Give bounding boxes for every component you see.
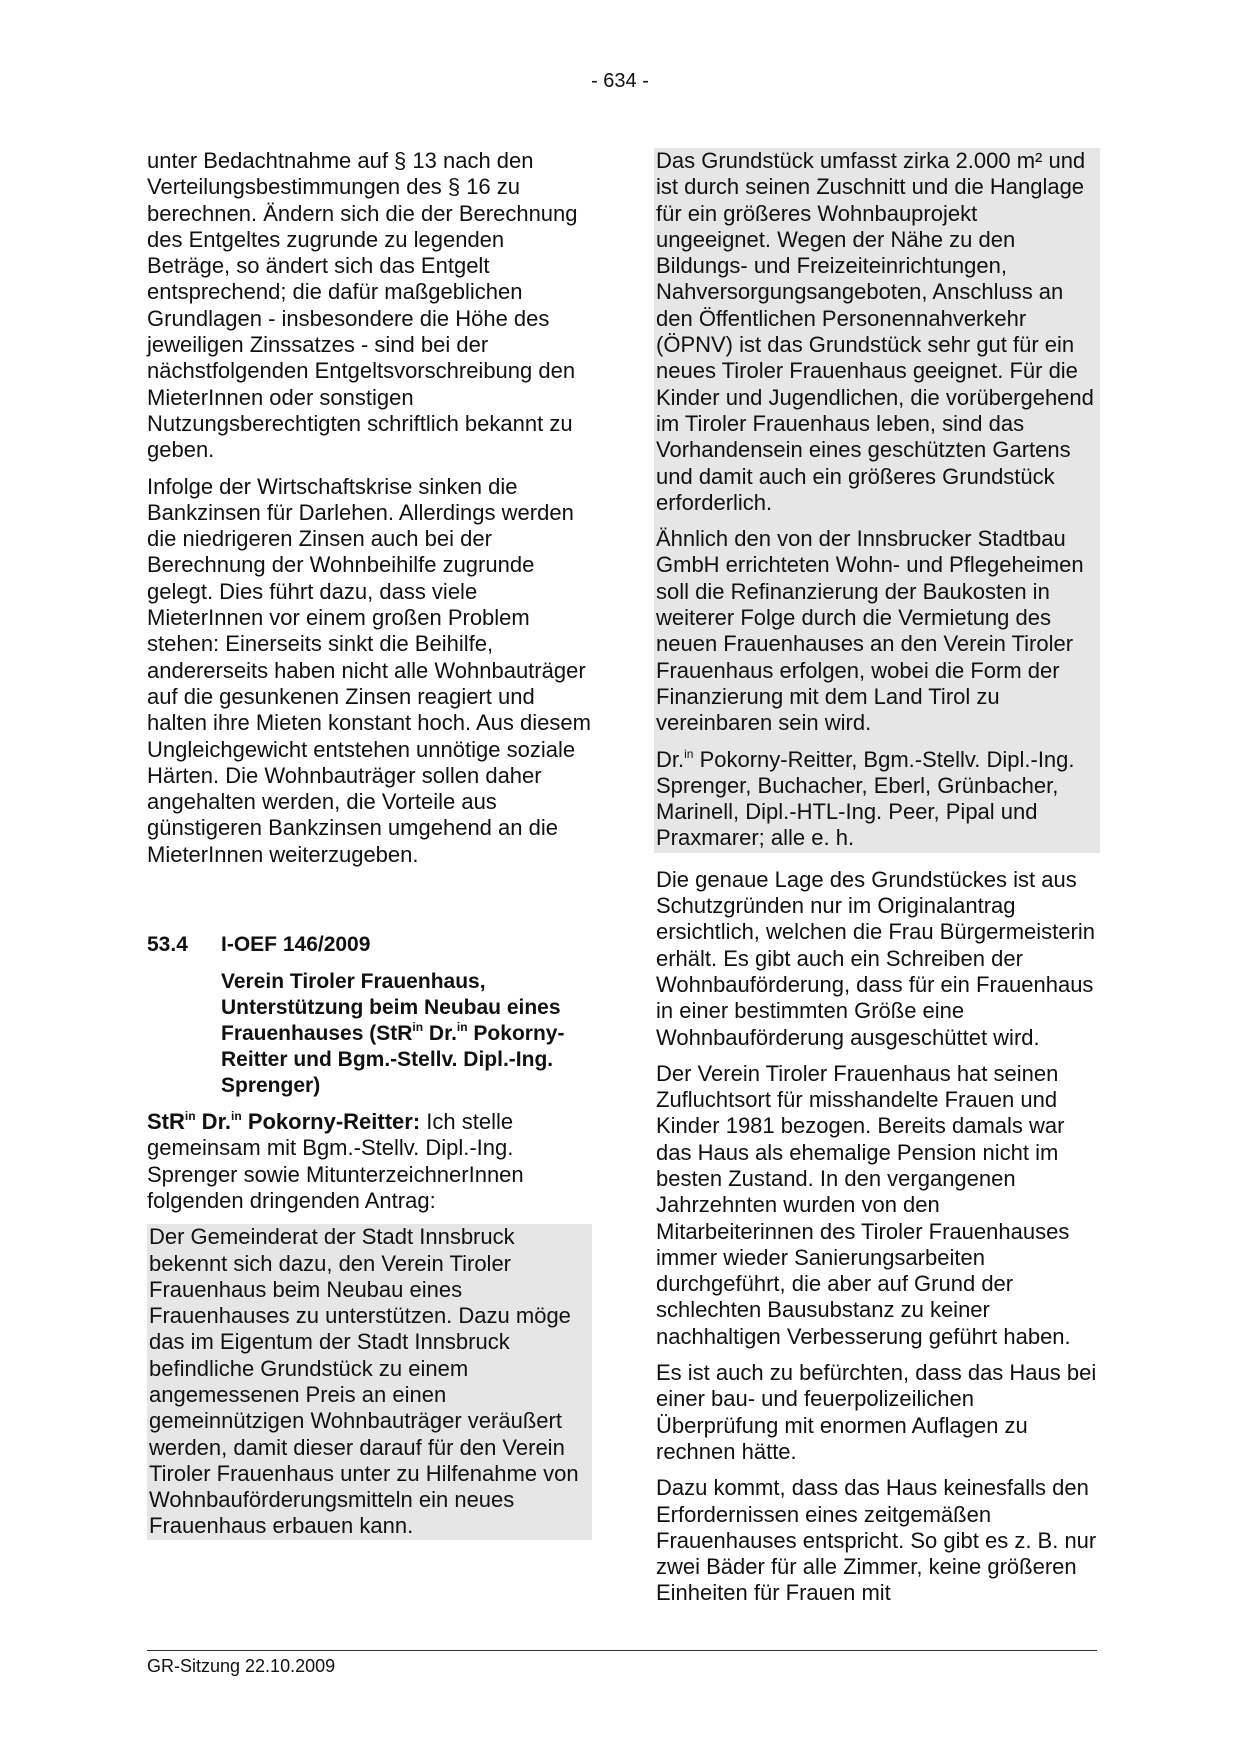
paragraph-ueberpruefung: Es ist auch zu befürchten, dass das Haus bei einer bau- und feuerpolizeilichen Überprüfung mit enormen Auflagen zu rechnen hätte.: [656, 1360, 1097, 1464]
footer-divider: [147, 1650, 1097, 1651]
motion-continuation: [654, 148, 1100, 853]
motion-text: Der Gemeinderat der Stadt Innsbruck bekennt sich dazu, den Verein Tiroler Frauenhaus beim Neubau eines Frauenhauses zu unterstützen. Dazu möge das im Eigentum der Stadt Innsbruck befindliche Grundstück zu einem angemessenen Preis an einen gemeinnützigen Wohnbauträger veräußert werden, damit dieser darauf für den Verein Tiroler Frauenhaus unter zu Hilfenahme von Wohnbauförderungsmitteln ein neues Frauenhaus erbauen kann.: [147, 1224, 592, 1540]
left-column: [147, 148, 592, 1550]
paragraph-entgelt: unter Bedachtnahme auf § 13 nach den Verteilungsbestimmungen des § 16 zu berechnen. Ändern sich die der Berechnung des Entgeltes zugrunde zu legenden Beträge, so ändert sich das Entgelt entsprechend; die dafür maßgeblichen Grundlagen - insbesondere die Höhe des jeweiligen Zinssatzes - sind bei der nächstfolgenden Entgeltsvorschreibung den MieterInnen oder sonstigen Nutzungsberechtigten schriftlich bekannt zu geben.: [147, 148, 578, 463]
page-number: - 634 -: [591, 70, 649, 92]
section-number: 53.4: [147, 933, 188, 957]
paragraph-wirtschaftskrise: Infolge der Wirtschaftskrise sinken die Bankzinsen für Darlehen. Allerdings werden die niedrigeren Zinsen auch bei der Berechnung der Wohnbeihilfe zugrunde gelegt. Dies führt dazu, dass viele MieterInnen vor einem großen Problem stehen: Einerseits sinkt die Beihilfe, andererseits haben nicht alle Wohnbauträger auf die gesunkenen Zinsen reagiert und halten ihre Mieten konstant hoch. Aus diesem Ungleichgewicht entstehen unnötige soziale Härten. Die Wohnbauträger sollen daher angehalten werden, die Vorteile aus günstigeren Bankzinsen umgehend an die MieterInnen weiterzugeben.: [147, 473, 591, 867]
paragraph-erfordernisse: Dazu kommt, dass das Haus keinesfalls den Erfordernissen eines zeitgemäßen Frauenhauses entspricht. So gibt es z. B. nur zwei Bäder für alle Zimmer, keine größeren Einheiten für Frauen mit: [656, 1475, 1097, 1606]
paragraph-refinanzierung: Ähnlich den von der Innsbrucker Stadtbau GmbH errichteten Wohn- und Pflegeheimen soll die Refinanzierung der Baukosten in weiterer Folge durch die Vermietung des neuen Frauenhauses an den Verein Tiroler Frauenhaus erfolgen, wobei die Form der Finanzierung mit dem Land Tirol zu vereinbaren sein wird.: [656, 526, 1084, 736]
speaker-paragraph: StR$^{in}$ Dr.$^{in}$ Pokorny-Reitter: Ich stelle gemeinsam mit Bgm.-Stellv. Dipl.-Ing. Sprenger sowie MitunterzeichnerInnen folgenden dringenden Antrag:: [147, 1109, 524, 1213]
footer-text: GR-Sitzung 22.10.2009: [147, 1656, 336, 1676]
signatories: Dr.$^{in}$ Pokorny-Reitter, Bgm.-Stellv. Dipl.-Ing. Sprenger, Buchacher, Eberl, Grünbacher, Marinell, Dipl.-HTL-Ing. Peer, Pipal und Praxmarer; alle e. h.: [656, 746, 1075, 851]
section-code: I-OEF 146/2009: [221, 933, 371, 957]
right-column: [656, 148, 1100, 1617]
section-heading: [147, 932, 592, 1099]
paragraph-grundstueck: Das Grundstück umfasst zirka 2.000 m² und ist durch seinen Zuschnitt und die Hanglage für ein größeres Wohnbauprojekt ungeeignet. Wegen der Nähe zu den Bildungs- und Freizeiteinrichtungen, Nahversorgungsangeboten, Anschluss an den Öffentlichen Personennahverkehr (ÖPNV) ist das Grundstück sehr gut für ein neues Tiroler Frauenhaus geeignet. Für die Kinder und Jugendlichen, die vorübergehend im Tiroler Frauenhaus leben, sind das Vorhandensein eines geschützten Gartens und damit auch ein größeres Grundstück erforderlich.: [656, 148, 1094, 515]
paragraph-lage: Die genaue Lage des Grundstückes ist aus Schutzgründen nur im Originalantrag ersichtlich, welchen die Frau Bürgermeisterin erhält. Es gibt auch ein Schreiben der Wohnbauförderung, dass für ein Frauenhaus in einer bestimmten Größe eine Wohnbauförderung ausgeschüttet wird.: [656, 866, 1095, 1050]
section-title: Verein Tiroler Frauenhaus, Unterstützung beim Neubau eines Frauenhauses (StR$^{in}$ Dr.$^{in}$ Pokorny-Reitter und Bgm.-Stellv. Dipl.-Ing. Sprenger): [221, 970, 565, 1098]
paragraph-zufluchtsort: Der Verein Tiroler Frauenhaus hat seinen Zufluchtsort für misshandelte Frauen und Kinder 1981 bezogen. Bereits damals war das Haus als ehemalige Pension nicht im besten Zustand. In den vergangenen Jahrzehnten wurden von den Mitarbeiterinnen des Tiroler Frauenhauses immer wieder Sanierungsarbeiten durchgeführt, die aber auf Grund der schlechten Bausubstanz zu keiner nachhaltigen Verbesserung geführt haben.: [656, 1060, 1071, 1349]
speaker-name: StR$^{in}$ Dr.$^{in}$ Pokorny-Reitter:: [147, 1109, 421, 1135]
